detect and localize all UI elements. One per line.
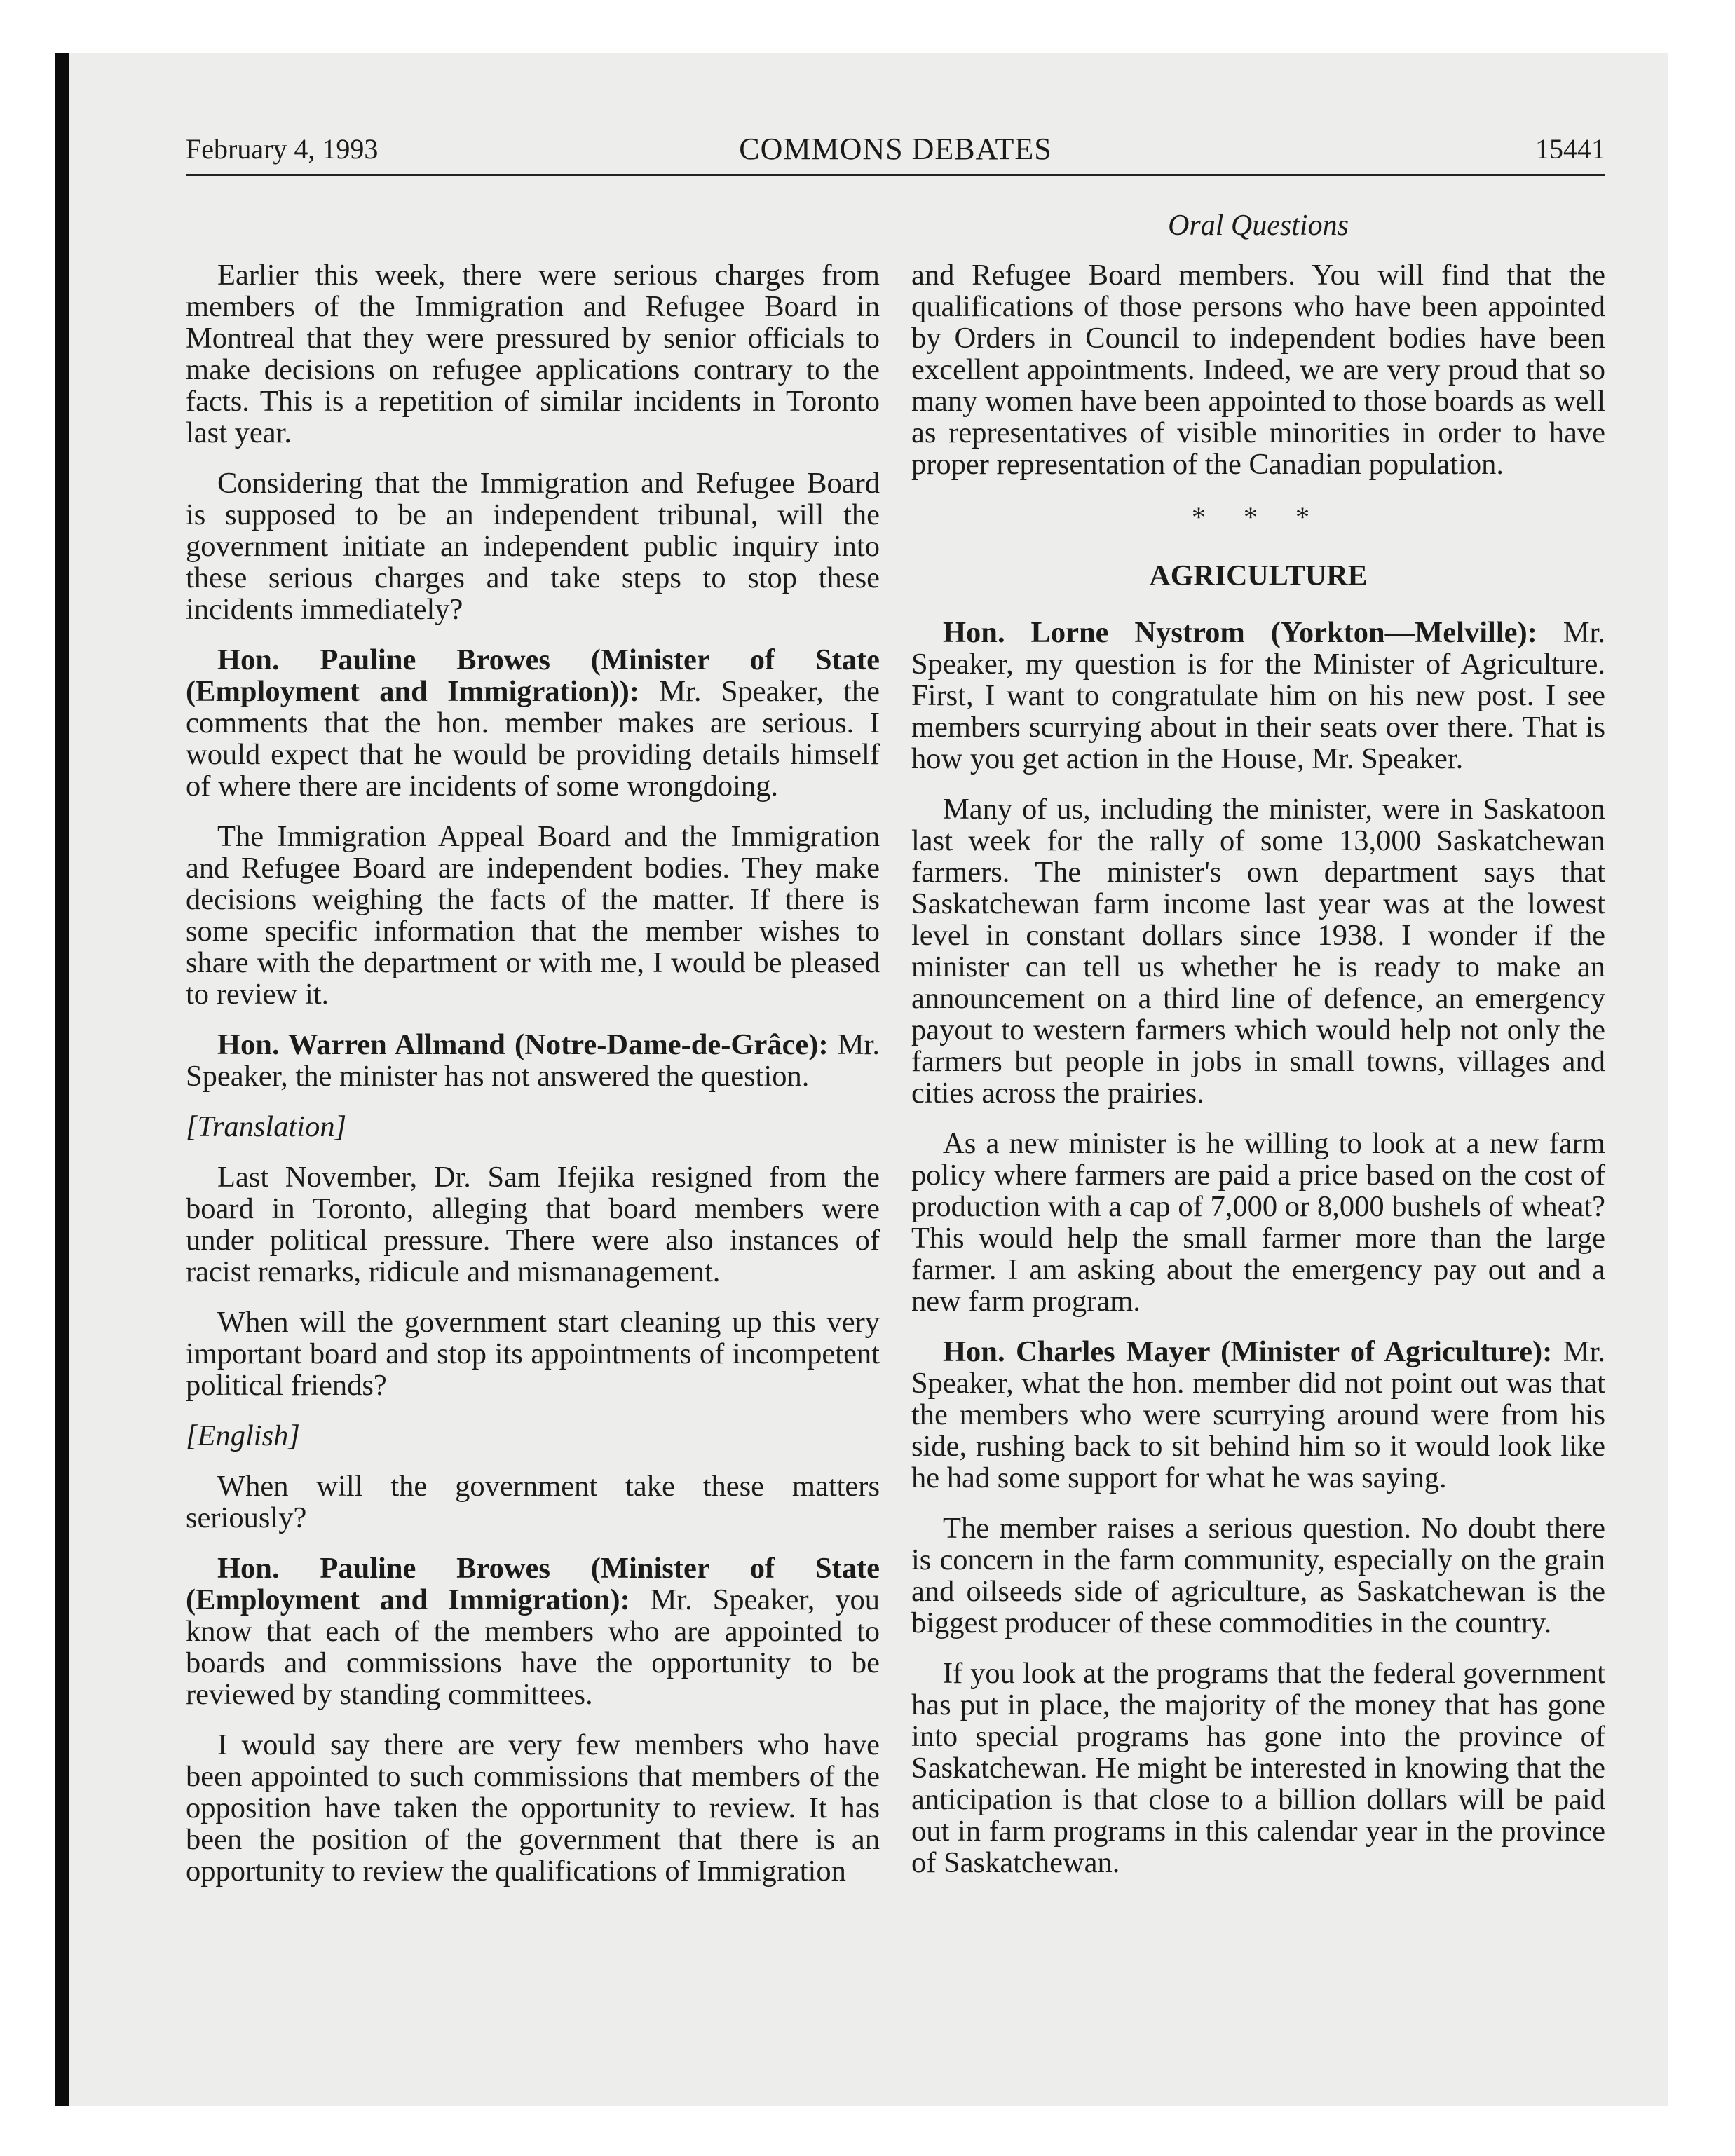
paragraph: Considering that the Immigration and Refugee Board is supposed to be an independent tribunal, will the government initiate an independent public inquiry into these serious charges and take steps to stop these incidents immediately?: [186, 467, 880, 626]
paragraph: [186, 1553, 880, 1710]
speech-text: Mr. Speaker, the comments that the hon. member makes are serious. I would expect that he would be providing details himself of where there are incidents of some wrongdoing.: [186, 675, 880, 803]
paragraph: Many of us, including the minister, were in Saskatoon last week for the rally of some 13,000 Saskatchewan farmers. The minister's own department says that Saskatchewan farm income last year was at the lowest level in constant dollars since 1938. I wonder if the minister can tell us whether he is ready to make an announcement on a third line of defence, an emergency payout to western farmers which would help not only the farmers but people in jobs in small towns, villages and cities across the prairies.: [911, 793, 1605, 1110]
scan-binding-edge: [55, 53, 69, 2106]
section-divider: * * *: [1192, 501, 1325, 533]
speech-text: Mr. Speaker, the minister has not answered the question.: [186, 1028, 880, 1093]
speech-text: Mr. Speaker, you know that each of the members who are appointed to boards and commissions have the opportunity to be reviewed by standing committees.: [186, 1583, 880, 1711]
paragraph: When will the government take these matters seriously?: [186, 1470, 880, 1534]
right-column: [911, 210, 1605, 1897]
speech-text: Mr. Speaker, my question is for the Minister of Agriculture. First, I want to congratulate him on his new post. I see members scurrying about in their seats over there. That is how you get action in the House, Mr. Speaker.: [911, 616, 1605, 775]
language-tag: [English]: [186, 1419, 300, 1452]
section-heading: AGRICULTURE: [1149, 560, 1368, 592]
speaker-name: Hon. Pauline Browes (Minister of State (Employment and Immigration):: [186, 1552, 880, 1616]
scan-margin: [0, 0, 55, 2156]
running-header: [186, 125, 1605, 176]
speech-text: Mr. Speaker, what the hon. member did not point out was that the members who were scurrying around were from his side, rushing back to sit behind him so it would look like he had some support for what he was saying.: [911, 1335, 1605, 1494]
translation-tag: [Translation]: [186, 1110, 347, 1143]
page-number: 15441: [1535, 133, 1605, 165]
speaker-name: Hon. Charles Mayer (Minister of Agriculture):: [943, 1335, 1553, 1368]
speaker-name: Hon. Lorne Nystrom (Yorkton—Melville):: [943, 616, 1537, 649]
speaker-name: Hon. Pauline Browes (Minister of State (Employment and Immigration)):: [186, 643, 880, 708]
section-label: Oral Questions: [1168, 210, 1349, 242]
paragraph: The member raises a serious question. No doubt there is concern in the farm community, especially on the grain and oilseeds side of agriculture, as Saskatchewan is the biggest producer of these commodities in the country.: [911, 1512, 1605, 1639]
paragraph: Last November, Dr. Sam Ifejika resigned from the board in Toronto, alleging that board members were under political pressure. There were also instances of racist remarks, ridicule and mismanagement.: [186, 1161, 880, 1288]
paragraph: The Immigration Appeal Board and the Immigration and Refugee Board are independent bodies. They make decisions weighing the facts of the matter. If there is some specific information that the member wishes to share with the department or with me, I would be pleased to review it.: [186, 820, 880, 1011]
paragraph: As a new minister is he willing to look at a new farm policy where farmers are paid a price based on the cost of production with a cap of 7,000 or 8,000 bushels of wheat? This would help the small farmer more than the large farmer. I am asking about the emergency pay out and a new farm program.: [911, 1127, 1605, 1318]
speaker-name: Hon. Warren Allmand (Notre-Dame-de-Grâce):: [217, 1028, 829, 1061]
paragraph: [186, 644, 880, 802]
left-column: [186, 259, 880, 1906]
paragraph: If you look at the programs that the federal government has put in place, the majority of the money that has gone into special programs has gone into the province of Saskatchewan. He might be interested in knowing that the anticipation is that close to a billion dollars will be paid out in farm programs in this calendar year in the province of Saskatchewan.: [911, 1657, 1605, 1879]
paragraph: and Refugee Board members. You will find that the qualifications of those persons who have been appointed by Orders in Council to independent bodies have been excellent appointments. Indeed, we are very proud that so many women have been appointed to those boards as well as representatives of visible minorities in order to have proper representation of the Canadian population.: [911, 259, 1605, 481]
paragraph: Earlier this week, there were serious charges from members of the Immigration and Refugee Board in Montreal that they were pressured by senior officials to make decisions on refugee applications contrary to the facts. This is a repetition of similar incidents in Toronto last year.: [186, 259, 880, 449]
header-title: COMMONS DEBATES: [739, 132, 1052, 166]
paragraph: [186, 1029, 880, 1092]
paragraph: I would say there are very few members who have been appointed to such commissions that members of the opposition have taken the opportunity to review. It has been the position of the government that there is an opportunity to review the qualifications of Immigration: [186, 1728, 880, 1888]
paragraph: [911, 617, 1605, 775]
paragraph: [911, 1336, 1605, 1494]
header-date: February 4, 1993: [186, 133, 379, 165]
paragraph: When will the government start cleaning up this very important board and stop its appointments of incompetent political friends?: [186, 1306, 880, 1402]
